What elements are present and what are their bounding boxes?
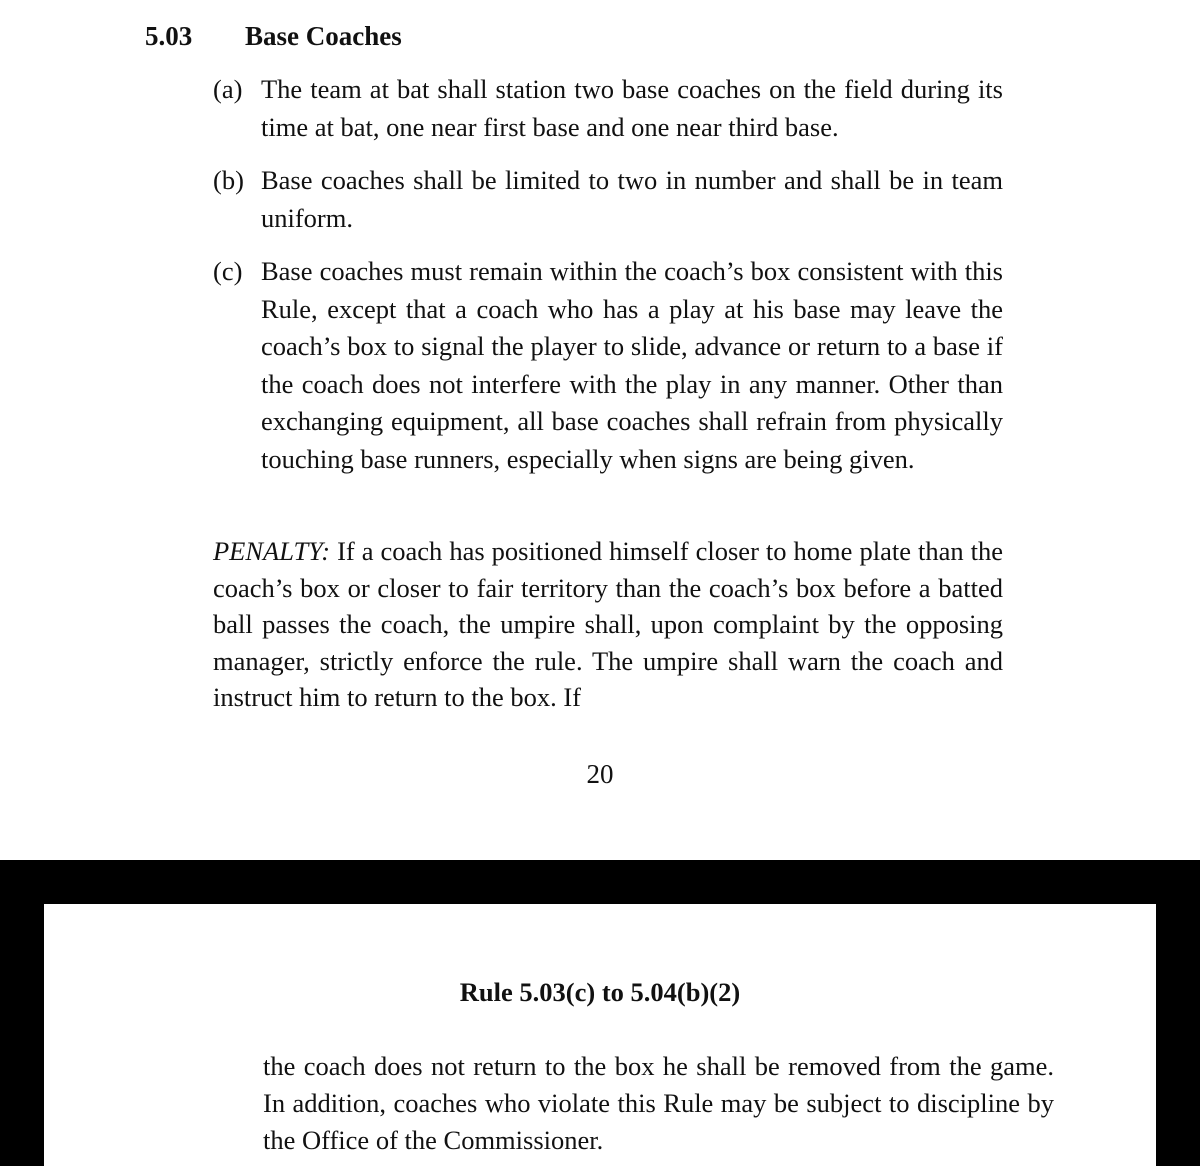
clause-c: [213, 253, 1003, 478]
document-page-bottom: [44, 904, 1156, 1166]
clause-a: [213, 71, 1003, 146]
section-number: 5.03: [145, 21, 193, 51]
clause-text: The team at bat shall station two base coaches on the field during its time at bat, one near first base and one near third base.: [261, 74, 1003, 142]
continuation-paragraph: the coach does not return to the box he shall be removed from the game. In addition, coaches who violate this Rule may be subject to discipline by the Office of the Commissioner.: [263, 1051, 1054, 1155]
section-title: Base Coaches: [245, 21, 402, 51]
section-heading: [145, 18, 402, 54]
clause-marker: (b): [213, 165, 244, 195]
penalty-text: If a coach has positioned himself closer to home plate than the coach’s box or closer to fair territory than the coach’s box before a batted ball passes the coach, the umpire shall, upon complaint by the opposing manager, strictly enforce the rule. The umpire shall warn the coach and instruct him to return to the box. If: [213, 536, 1004, 712]
penalty-label: PENALTY:: [213, 536, 331, 566]
clause-text: Base coaches shall be limited to two in number and shall be in team uniform.: [261, 165, 1003, 233]
running-head: Rule 5.03(c) to 5.04(b)(2): [459, 977, 741, 1007]
page-number: 20: [586, 759, 614, 789]
clause-text: Base coaches must remain within the coach’s box consistent with this Rule, except that a coach who has a play at his base may leave the coach’s box to signal the player to slide, advance or return to a base if the coach does not interfere with the play in any manner. Other than exchanging equipment, all base coaches shall refrain from physically touching base runners, especially when signs are being given.: [261, 256, 1003, 474]
clause-marker: (a): [213, 74, 243, 104]
penalty-paragraph: [213, 533, 1003, 716]
clause-b: [213, 162, 1003, 237]
clause-marker: (c): [213, 256, 243, 286]
